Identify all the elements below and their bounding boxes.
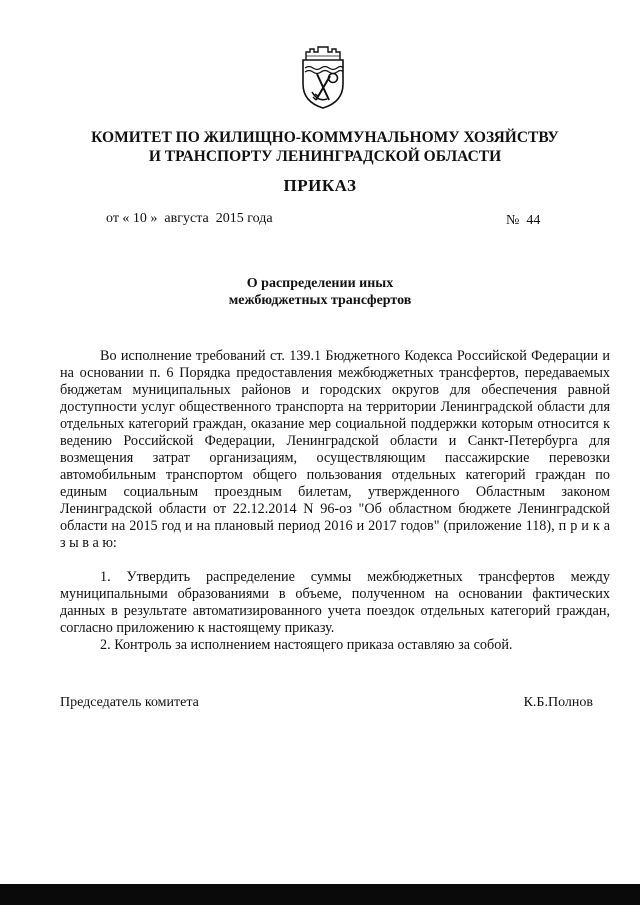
subject-line-1: О распределении иных — [246, 276, 394, 291]
subject-line-2: межбюджетных трансфертов — [228, 293, 412, 308]
document-type: ПРИКАЗ — [283, 176, 357, 195]
order-subject — [0, 275, 640, 309]
order-items — [60, 569, 610, 654]
signatory-name: К.Б.Полнов — [523, 695, 593, 710]
scan-border — [0, 884, 640, 905]
order-date — [106, 211, 273, 227]
org-line-1: КОМИТЕТ ПО ЖИЛИЩНО-КОММУНАЛЬНОМУ ХОЗЯЙСТВУ — [91, 129, 559, 146]
order-number: № 44 — [506, 213, 541, 228]
org-line-2: И ТРАНСПОРТУ ЛЕНИНГРАДСКОЙ ОБЛАСТИ — [148, 148, 502, 165]
organization-name — [60, 128, 590, 166]
order-item-2: 2. Контроль за исполнением настоящего приказа оставляю за собой. — [100, 637, 513, 653]
preamble-section — [60, 348, 610, 552]
signatory-position: Председатель комитета — [60, 695, 199, 710]
preamble-paragraph: Во исполнение требований ст. 139.1 Бюджетного Кодекса Российской Федерации и на основании п. 6 Порядка предоставления межбюджетных трансфертов, передаваемых бюджетам муниципальных районов и городских округов для обеспечения равной доступности услуг общественного транспорта на территории Ленинградской области для отдельных категорий граждан, оказание мер социальной поддержки которым относится к ведению Российской Федерации, Ленинградской области и Санкт-Петербурга для возмещения затрат организациям, осуществляющим пассажирские перевозки автомобильным транспортом общего пользования отдельных категорий граждан по единым социальным проездным билетам, утвержденного Областным законом Ленинградской области от 22.12.2014 N 96-оз "Об областном бюджете Ленинградской области на 2015 год и на плановый период 2016 и 2017 годов" (приложение 118), п р и к а з ы в а ю: — [60, 348, 610, 551]
order-item-1: 1. Утвердить распределение суммы межбюджетных трансфертов между муниципальными образованиями в объеме, полученном на основании фактических данных в результате автоматизированного учета поездок отдельных категорий граждан, согласно приложению к настоящему приказу. — [60, 569, 610, 636]
coat-of-arms-icon — [300, 44, 346, 110]
order-date-text: от « 10 » августа 2015 года — [106, 211, 273, 226]
signature-block — [60, 695, 593, 711]
